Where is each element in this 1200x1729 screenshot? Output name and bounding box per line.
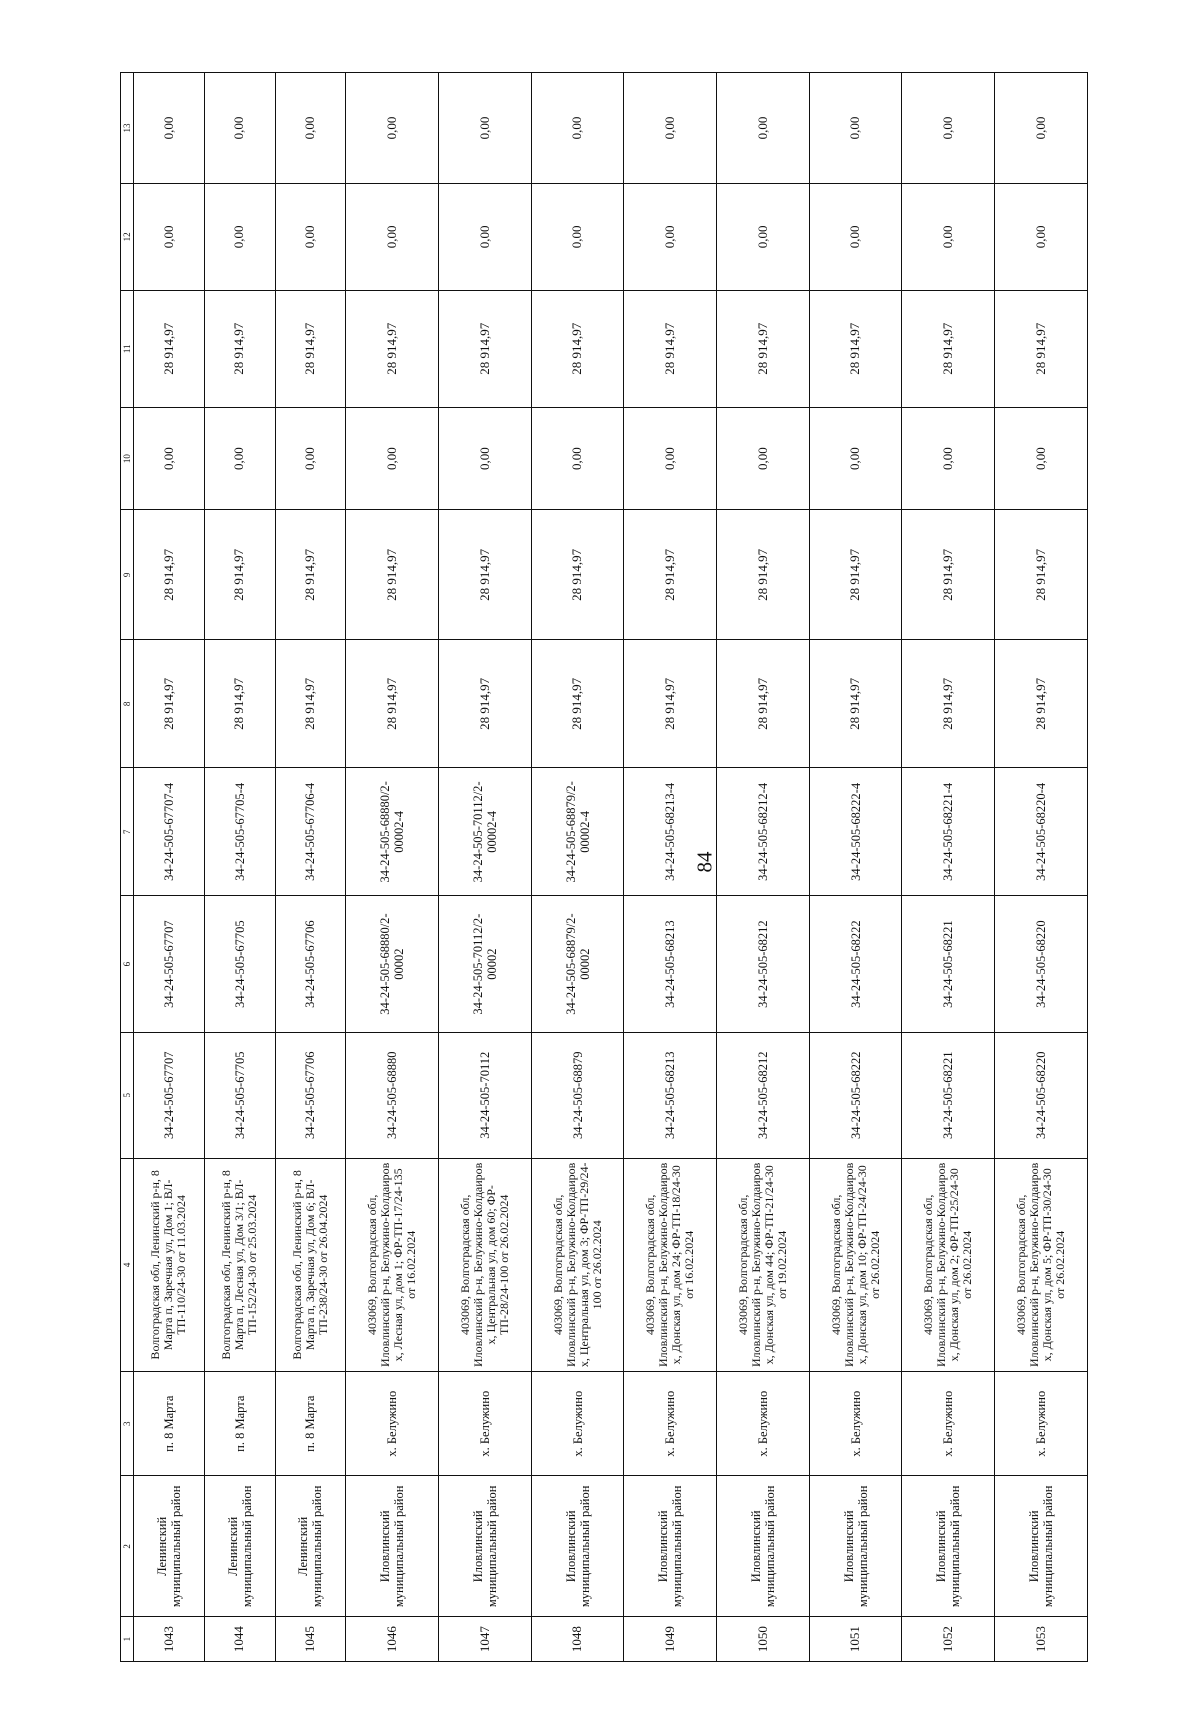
amount-cell: 28 914,97	[624, 510, 717, 640]
object-id-cell: 34-24-505-68879/2-00002	[531, 896, 624, 1033]
district-cell: Иловлинский муниципальный район	[995, 1476, 1088, 1617]
amount-cell: 0,00	[439, 184, 532, 291]
address-contract-cell: 403069, Волгоградская обл, Иловлинский р-н, Белужино-Колдаиров х, Донская ул, дом 44; ФР-ТП-21/24-30 от 19.02.2024	[717, 1158, 810, 1371]
amount-cell: 0,00	[275, 73, 346, 184]
object-id-cell: 34-24-505-67706	[275, 896, 346, 1033]
row-number-cell: 1052	[902, 1617, 995, 1662]
row-number-cell: 1045	[275, 1617, 346, 1662]
table-row	[624, 73, 717, 1662]
amount-cell: 0,00	[346, 407, 439, 509]
district-cell: Ленинский муниципальный район	[275, 1476, 346, 1617]
column-number: 3	[121, 1371, 134, 1476]
address-contract-cell: Волгоградская обл, Ленинский р-н, 8 Марта п, Заречная ул, Дом 6; ВЛ-ТП-238/24-30 от 26.04.2024	[275, 1158, 346, 1371]
column-number: 1	[121, 1617, 134, 1662]
row-number-cell: 1047	[439, 1617, 532, 1662]
column-number: 4	[121, 1158, 134, 1371]
object-id-cell: 34-24-505-68212	[717, 896, 810, 1033]
row-number-cell: 1043	[134, 1617, 205, 1662]
district-cell: Иловлинский муниципальный район	[346, 1476, 439, 1617]
address-contract-cell: 403069, Волгоградская обл, Иловлинский р-н, Белужино-Колдаиров х, Донская ул, дом 24; ФР-ТП-18/24-30 от 16.02.2024	[624, 1158, 717, 1371]
column-number: 2	[121, 1476, 134, 1617]
address-contract-cell: Волгоградская обл, Ленинский р-н, 8 Марта п, Заречная ул, Дом 1; ВЛ-ТП-110/24-30 от 11.03.2024	[134, 1158, 205, 1371]
amount-cell: 0,00	[995, 73, 1088, 184]
object-code-cell: 34-24-505-67707-4	[134, 768, 205, 896]
column-number: 5	[121, 1032, 134, 1158]
object-id-cell: 34-24-505-67707	[134, 896, 205, 1033]
column-number: 7	[121, 768, 134, 896]
amount-cell: 28 914,97	[439, 640, 532, 768]
row-number-cell: 1051	[809, 1617, 902, 1662]
cadastral-number-cell: 34-24-505-67705	[204, 1032, 275, 1158]
amount-cell: 28 914,97	[531, 510, 624, 640]
district-cell: Иловлинский муниципальный район	[439, 1476, 532, 1617]
object-code-cell: 34-24-505-70112/2-00002-4	[439, 768, 532, 896]
amount-cell: 0,00	[995, 407, 1088, 509]
table-row	[995, 73, 1088, 1662]
amount-cell: 0,00	[204, 407, 275, 509]
amount-cell: 0,00	[204, 73, 275, 184]
cadastral-number-cell: 34-24-505-68221	[902, 1032, 995, 1158]
settlement-cell: х. Белужино	[531, 1371, 624, 1476]
object-id-cell: 34-24-505-68221	[902, 896, 995, 1033]
amount-cell: 28 914,97	[275, 640, 346, 768]
address-contract-cell: 403069, Волгоградская обл, Иловлинский р-н, Белужино-Колдаиров х, Донская ул, дом 5; ФР-ТП-30/24-30 от 26.02.2024	[995, 1158, 1088, 1371]
cadastral-number-cell: 34-24-505-68880	[346, 1032, 439, 1158]
amount-cell: 28 914,97	[439, 290, 532, 407]
table-row	[346, 73, 439, 1662]
object-code-cell: 34-24-505-68213-4	[624, 768, 717, 896]
amount-cell: 28 914,97	[717, 640, 810, 768]
district-cell: Иловлинский муниципальный район	[902, 1476, 995, 1617]
amount-cell: 0,00	[717, 407, 810, 509]
column-number: 10	[121, 407, 134, 509]
object-id-cell: 34-24-505-67705	[204, 896, 275, 1033]
district-cell: Иловлинский муниципальный район	[531, 1476, 624, 1617]
row-number-cell: 1049	[624, 1617, 717, 1662]
district-cell: Ленинский муниципальный район	[134, 1476, 205, 1617]
address-contract-cell: 403069, Волгоградская обл, Иловлинский р-н, Белужино-Колдаиров х, Донская ул, дом 2; ФР-ТП-25/24-30 от 26.02.2024	[902, 1158, 995, 1371]
amount-cell: 28 914,97	[346, 640, 439, 768]
table-row	[439, 73, 532, 1662]
cadastral-number-cell: 34-24-505-67707	[134, 1032, 205, 1158]
column-number: 6	[121, 896, 134, 1033]
amount-cell: 28 914,97	[204, 510, 275, 640]
amount-cell: 28 914,97	[275, 510, 346, 640]
object-code-cell: 34-24-505-68880/2-00002-4	[346, 768, 439, 896]
amount-cell: 0,00	[134, 184, 205, 291]
amount-cell: 28 914,97	[902, 510, 995, 640]
amount-cell: 28 914,97	[995, 640, 1088, 768]
settlement-cell: х. Белужино	[809, 1371, 902, 1476]
amount-cell: 28 914,97	[531, 640, 624, 768]
amount-cell: 0,00	[531, 184, 624, 291]
cadastral-number-cell: 34-24-505-68213	[624, 1032, 717, 1158]
table-row	[275, 73, 346, 1662]
amount-cell: 0,00	[439, 407, 532, 509]
cadastral-number-cell: 34-24-505-68879	[531, 1032, 624, 1158]
table-row	[809, 73, 902, 1662]
amount-cell: 28 914,97	[624, 640, 717, 768]
settlement-cell: х. Белужино	[995, 1371, 1088, 1476]
table-row	[717, 73, 810, 1662]
settlement-cell: х. Белужино	[624, 1371, 717, 1476]
column-number: 9	[121, 510, 134, 640]
amount-cell: 28 914,97	[902, 640, 995, 768]
amount-cell: 28 914,97	[134, 290, 205, 407]
amount-cell: 28 914,97	[809, 640, 902, 768]
settlement-cell: п. 8 Марта	[134, 1371, 205, 1476]
amount-cell: 28 914,97	[204, 290, 275, 407]
amount-cell: 0,00	[809, 184, 902, 291]
object-id-cell: 34-24-505-68222	[809, 896, 902, 1033]
settlement-cell: х. Белужино	[717, 1371, 810, 1476]
row-number-cell: 1050	[717, 1617, 810, 1662]
amount-cell: 28 914,97	[809, 290, 902, 407]
table-container	[120, 72, 1088, 1662]
address-contract-cell: 403069, Волгоградская обл, Иловлинский р-н, Белужино-Колдаиров х, Лесная ул, дом 1; ФР-ТП-17/24-135 от 16.02.2024	[346, 1158, 439, 1371]
rotated-table-frame	[120, 72, 1088, 1662]
settlement-cell: х. Белужино	[346, 1371, 439, 1476]
row-number-cell: 1053	[995, 1617, 1088, 1662]
amount-cell: 28 914,97	[995, 510, 1088, 640]
object-id-cell: 34-24-505-68220	[995, 896, 1088, 1033]
settlement-cell: п. 8 Марта	[275, 1371, 346, 1476]
amount-cell: 28 914,97	[204, 640, 275, 768]
amount-cell: 0,00	[624, 73, 717, 184]
amount-cell: 28 914,97	[717, 290, 810, 407]
object-code-cell: 34-24-505-68221-4	[902, 768, 995, 896]
cadastral-number-cell: 34-24-505-68220	[995, 1032, 1088, 1158]
amount-cell: 0,00	[134, 407, 205, 509]
column-number: 13	[121, 73, 134, 184]
column-number-row	[121, 73, 134, 1662]
amount-cell: 0,00	[717, 184, 810, 291]
amount-cell: 28 914,97	[531, 290, 624, 407]
table-row	[531, 73, 624, 1662]
amount-cell: 28 914,97	[995, 290, 1088, 407]
page-number: 84	[692, 851, 717, 873]
amount-cell: 0,00	[346, 73, 439, 184]
cadastral-number-cell: 34-24-505-68222	[809, 1032, 902, 1158]
object-id-cell: 34-24-505-68213	[624, 896, 717, 1033]
address-contract-cell: Волгоградская обл, Ленинский р-н, 8 Марта п, Лесная ул, Дом 3/1; ВЛ-ТП-152/24-30 от 25.03.2024	[204, 1158, 275, 1371]
amount-cell: 0,00	[275, 184, 346, 291]
column-number: 11	[121, 290, 134, 407]
amount-cell: 0,00	[439, 73, 532, 184]
column-number: 8	[121, 640, 134, 768]
amount-cell: 0,00	[995, 184, 1088, 291]
amount-cell: 28 914,97	[275, 290, 346, 407]
amount-cell: 28 914,97	[134, 510, 205, 640]
amount-cell: 0,00	[624, 407, 717, 509]
amount-cell: 0,00	[717, 73, 810, 184]
object-code-cell: 34-24-505-68212-4	[717, 768, 810, 896]
amount-cell: 0,00	[902, 407, 995, 509]
amount-cell: 0,00	[902, 184, 995, 291]
amount-cell: 0,00	[346, 184, 439, 291]
object-code-cell: 34-24-505-68220-4	[995, 768, 1088, 896]
settlement-cell: х. Белужино	[902, 1371, 995, 1476]
district-cell: Ленинский муниципальный район	[204, 1476, 275, 1617]
amount-cell: 28 914,97	[902, 290, 995, 407]
district-cell: Иловлинский муниципальный район	[717, 1476, 810, 1617]
table-row	[204, 73, 275, 1662]
address-contract-cell: 403069, Волгоградская обл, Иловлинский р-н, Белужино-Колдаиров х, Центральная ул, дом 3; ФР-ТП-29/24-100 от 26.02.2024	[531, 1158, 624, 1371]
object-code-cell: 34-24-505-67706-4	[275, 768, 346, 896]
amount-cell: 28 914,97	[809, 510, 902, 640]
row-number-cell: 1048	[531, 1617, 624, 1662]
district-cell: Иловлинский муниципальный район	[809, 1476, 902, 1617]
address-contract-cell: 403069, Волгоградская обл, Иловлинский р-н, Белужино-Колдаиров х, Центральная ул, дом 60; ФР-ТП-28/24-100 от 26.02.2024	[439, 1158, 532, 1371]
amount-cell: 0,00	[624, 184, 717, 291]
district-cell: Иловлинский муниципальный район	[624, 1476, 717, 1617]
amount-cell: 28 914,97	[346, 510, 439, 640]
amount-cell: 0,00	[809, 73, 902, 184]
amount-cell: 0,00	[809, 407, 902, 509]
cadastral-number-cell: 34-24-505-68212	[717, 1032, 810, 1158]
row-number-cell: 1046	[346, 1617, 439, 1662]
cadastral-number-cell: 34-24-505-67706	[275, 1032, 346, 1158]
amount-cell: 28 914,97	[439, 510, 532, 640]
data-table	[120, 72, 1088, 1662]
amount-cell: 0,00	[204, 184, 275, 291]
amount-cell: 0,00	[531, 407, 624, 509]
object-id-cell: 34-24-505-68880/2-00002	[346, 896, 439, 1033]
address-contract-cell: 403069, Волгоградская обл, Иловлинский р-н, Белужино-Колдаиров х, Донская ул, дом 10; ФР-ТП-24/24-30 от 26.02.2024	[809, 1158, 902, 1371]
amount-cell: 28 914,97	[134, 640, 205, 768]
object-id-cell: 34-24-505-70112/2-00002	[439, 896, 532, 1033]
object-code-cell: 34-24-505-68222-4	[809, 768, 902, 896]
amount-cell: 0,00	[134, 73, 205, 184]
amount-cell: 0,00	[902, 73, 995, 184]
table-row	[902, 73, 995, 1662]
amount-cell: 28 914,97	[624, 290, 717, 407]
object-code-cell: 34-24-505-67705-4	[204, 768, 275, 896]
amount-cell: 0,00	[275, 407, 346, 509]
table-row	[134, 73, 205, 1662]
settlement-cell: п. 8 Марта	[204, 1371, 275, 1476]
amount-cell: 28 914,97	[717, 510, 810, 640]
row-number-cell: 1044	[204, 1617, 275, 1662]
settlement-cell: х. Белужино	[439, 1371, 532, 1476]
column-number: 12	[121, 184, 134, 291]
amount-cell: 0,00	[531, 73, 624, 184]
object-code-cell: 34-24-505-68879/2-00002-4	[531, 768, 624, 896]
amount-cell: 28 914,97	[346, 290, 439, 407]
cadastral-number-cell: 34-24-505-70112	[439, 1032, 532, 1158]
